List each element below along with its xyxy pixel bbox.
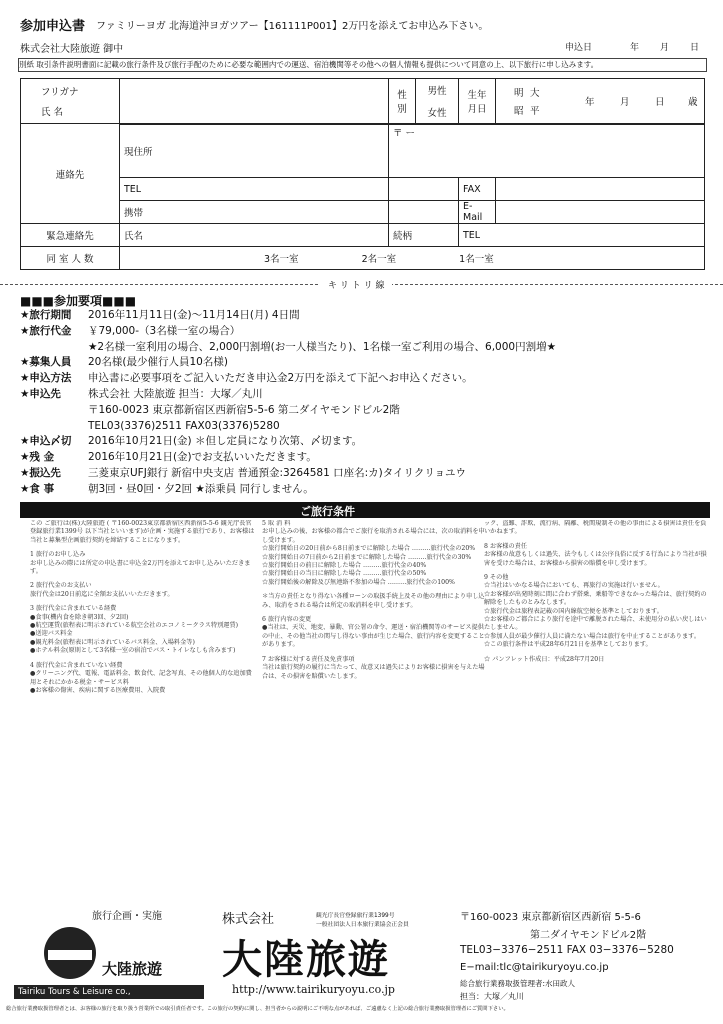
detail-row: ★振込先 三菱東京UFJ銀行 新宿中央支店 普通預金:3264581 口座名:カ)タイリクリョユウ xyxy=(20,466,467,479)
company-url[interactable]: http://www.tairikuryoyu.co.jp xyxy=(232,983,395,996)
terms-line: 旅行代金は20日前迄に全額お支払いいただきます。 xyxy=(30,590,174,598)
terms-line: お客様の故意もしくは過失、法令もしくは公序良俗に反する行為により当社が損害を受けた場合は、お客様から損害の賠償を申し受けます。 xyxy=(484,551,707,567)
detail-row: ★2名様一室利用の場合、2,000円割増(お一人様当たり)、1名様一室ご利用の場合、6,000円割増★ xyxy=(88,340,556,353)
terms-line: 当社は旅行契約の履行に当たって、故意又は過失によりお客様に損害を与えた場合は、その損害を賠償いたします。 xyxy=(262,664,485,680)
age-unit: 歳 xyxy=(688,97,698,108)
terms-line: 8 お客様の責任 xyxy=(484,542,528,550)
era-taisho[interactable]: 大 xyxy=(530,88,540,99)
company-manager: 総合旅行業務取扱管理者:水田政人 xyxy=(460,979,576,988)
era-showa[interactable]: 昭 xyxy=(514,106,524,117)
terms-line: 5 取 消 料 xyxy=(262,520,291,527)
name-input[interactable] xyxy=(120,79,389,124)
company-staff: 担当：大塚／丸川 xyxy=(460,992,524,1001)
birth-year-unit: 年 xyxy=(585,97,595,108)
logo-text: 大陸旅遊 xyxy=(102,960,163,978)
footer-logo-block xyxy=(10,903,210,1003)
terms-header-bar xyxy=(20,502,710,518)
terms-line: ック、盗難、詐欺、流行病、隔離、税関規制その他の事由による損害は責任を負いかねます。 xyxy=(484,520,707,536)
terms-line: 2 旅行代金のお支払い xyxy=(30,582,92,590)
date-label: 申込日 xyxy=(565,43,593,53)
fax-label: FAX xyxy=(459,178,496,201)
mobile-label: 携帯 xyxy=(120,201,389,224)
company-tel: TEL03−3376−2511 FAX 03−3376−5280 xyxy=(460,944,674,956)
room-2[interactable]: 2名一室 xyxy=(361,254,397,265)
era-heisei[interactable]: 平 xyxy=(530,106,540,117)
addressee: 株式会社大陸旅遊 御中 xyxy=(20,44,124,55)
terms-line: 1 旅行のお申し込み xyxy=(30,551,86,559)
gender-select[interactable] xyxy=(416,79,459,124)
birth-label: 生年月日 xyxy=(459,79,496,124)
address-input[interactable] xyxy=(389,125,705,178)
terms-column-1 xyxy=(30,520,255,895)
female-option[interactable]: 女性 xyxy=(427,108,447,119)
company-name: 大陸旅遊 xyxy=(222,936,390,983)
detail-row: ★残 金 2016年10月21日(金)でお支払いいただきます。 xyxy=(20,451,317,464)
company-address-1: 〒160-0023 東京都新宿区西新宿 5-5-6 xyxy=(460,912,641,923)
terms-line: ☆旅行開始日の7日前から2日前までに解除した場合 ………旅行代金の30% xyxy=(262,553,472,561)
detail-row: ★申込〆切 2016年10月21日(金) ＊但し定員になり次第、〆切ます。 xyxy=(20,435,363,448)
relation-cell[interactable] xyxy=(389,224,459,247)
detail-row: ★申込先 株式会社 大陸旅遊 担当：大塚／丸川 xyxy=(20,387,263,400)
terms-line: ●食事(機内食を除き朝3回、夕2回) xyxy=(30,613,129,621)
fax-input[interactable] xyxy=(496,178,705,201)
terms-column-2 xyxy=(262,520,487,895)
birth-month-unit: 月 xyxy=(620,97,630,108)
registration-2: 一般社団法人日本旅行業協会正会員 xyxy=(316,922,409,928)
room-options[interactable] xyxy=(120,247,705,270)
detail-row: 〒160-0023 東京都新宿区西新宿5-5-6 第二ダイヤモンドビル2階 xyxy=(88,403,400,416)
postal-mark: 〒 ー xyxy=(393,128,416,139)
terms-line: ☆お客様のご都合により旅行を途中で離脱された場合、未使用分の払い戻しはいたしません。 xyxy=(484,616,707,632)
terms-title: ご旅行条件 xyxy=(300,505,355,518)
detail-row: TEL03(3376)2511 FAX03(3376)5280 xyxy=(88,419,280,432)
terms-line: ☆旅行開始日の当日に解除した場合 ………旅行代金の50% xyxy=(262,570,427,578)
terms-line: この ご旅行は(株)大陸旅遊 ( 〒160-0023東京都新宿区西新宿5-5-6 観光庁長官登録旅行業1399号 以下当社といいます)が企画・実施する旅行であり、お客様は当社と募集型企画旅行契約を締結することになります。 xyxy=(30,520,255,544)
room-label: 同 室 人 数 xyxy=(21,247,120,270)
terms-line: ●送迎バス料金 xyxy=(30,630,73,638)
terms-line: 6 旅行内容の変更 xyxy=(262,616,312,624)
emergency-name-cell[interactable] xyxy=(120,224,389,247)
contact-label: 連絡先 xyxy=(21,124,120,224)
tel-input[interactable] xyxy=(389,178,459,201)
terms-line: お申し込みの際には所定の申込書に申込金2万円を添えてお申し込みいただきます。 xyxy=(30,559,251,576)
terms-line: ●ホテル料金(原則として3名様一室の宿泊でバス・トイレなしも含みます) xyxy=(30,647,236,655)
name-label: 氏 名 xyxy=(41,107,64,118)
details-list xyxy=(20,308,710,498)
terms-line: ☆ パンフレット作成日：平成28年7月20日 xyxy=(484,655,605,663)
consent-box: 別紙 取引条件説明書面に記載の旅行条件及び旅行手配のために必要な範囲内での運送、宿泊機関等その他への個人情報も提供について同意の上、以下旅行に申し込みます。 xyxy=(18,58,707,72)
date-year: 年 xyxy=(630,43,640,53)
emergency-label: 緊急連絡先 xyxy=(21,224,120,247)
terms-line: ●観光料金(旅程表に明示されているバス料金、入場料金等) xyxy=(30,638,195,646)
terms-line: ☆旅行開始日の前日に解除した場合 ………旅行代金の40% xyxy=(262,562,427,570)
logo-stripe-icon xyxy=(48,950,92,960)
tour-subtitle: ファミリーヨガ 北海道沖ヨガツアー【161111P001】2万円を添えてお申込み下さい。 xyxy=(96,21,489,32)
page-title: 参加申込書 xyxy=(20,19,86,34)
company-address-2: 第二ダイヤモンドビル2階 xyxy=(530,930,647,941)
email-label: E-Mail xyxy=(459,201,496,224)
terms-line: ☆当社はいかなる場合においても、再旅行の実施は行いません。 xyxy=(484,582,664,590)
terms-column-3 xyxy=(484,520,709,895)
terms-line: 7 お客様に対する責任及免責事項 xyxy=(262,655,355,663)
terms-line: 3 旅行代金に含まれている経費 xyxy=(30,605,117,613)
terms-line: ☆旅行代金は旅程表記載の国内線航空便を基準としております。 xyxy=(484,607,663,615)
details-title: ■■■参加要項■■■ xyxy=(20,294,137,308)
date-month: 月 xyxy=(660,43,670,53)
emergency-tel-cell[interactable] xyxy=(459,224,705,247)
era-meiji[interactable]: 明 xyxy=(514,88,524,99)
room-1[interactable]: 1名一室 xyxy=(459,254,494,265)
tel-label: TEL xyxy=(120,178,389,201)
detail-row: ★食 事 朝3回・昼0回・夕2回 ★添乗員 同行しません。 xyxy=(20,482,314,495)
email-input[interactable] xyxy=(496,201,705,224)
detail-row: ★旅行代金 ￥79,000-（3名様一室の場合） xyxy=(20,324,241,337)
detail-row: ★申込方法 申込書に必要事項をご記入いただき申込金2万円を添えて下記へお申込ください。 xyxy=(20,372,473,385)
terms-line: ☆旅行開始後の解除及び無連絡不参加の場合 ………旅行代金の100% xyxy=(262,578,455,586)
footer-label: 旅行企画・実施 xyxy=(92,911,162,922)
furigana-label: フリガナ xyxy=(41,87,79,98)
company-email[interactable]: E−mail:tlc@tairikuryoyu.co.jp xyxy=(460,962,609,973)
terms-line: ●航空運賃(旅程表に明示されている航空会社のエコノミークラス特別運賃) xyxy=(30,622,239,630)
emergency-name-label: 氏名 xyxy=(124,231,144,242)
emergency-tel-label: TEL xyxy=(463,229,481,241)
room-3[interactable]: 3名一室 xyxy=(264,254,299,265)
mobile-input[interactable] xyxy=(389,201,459,224)
date-day: 日 xyxy=(690,43,700,53)
detail-row: ★旅行期間 2016年11月11日(金)～11月14日(月) 4日間 xyxy=(20,309,300,321)
relation-label: 続柄 xyxy=(393,231,413,242)
gender-label: 性別 xyxy=(389,79,416,124)
terms-line: ＊当方の責任となり得ない各種ローンの取扱手続上及その他の理由により申し込み、取消をされる場合は所定の取消料を申し受けます。 xyxy=(262,593,485,609)
registration-1: 観光庁長官登録旅行業1399号 xyxy=(316,913,395,919)
terms-line: ●お客様の傷害、疾病に関する医療費用、入院費 xyxy=(30,686,166,694)
terms-line: ☆お客様が出発時刻に間に合わず搭乗、乗船等できなかった場合は、旅行契約の解除をしたものとみなします。 xyxy=(484,590,707,607)
detail-row: ★募集人員 20名様(最少催行人員10名様) xyxy=(20,356,228,369)
terms-line: ●当社は、天災、地変、暴動、官公署の命令、運送・宿泊機関等のサービス提供の中止、その他当社の関与し得ない事由が生じた場合、旅行内容を変更することがあります。 xyxy=(262,624,485,649)
male-option[interactable]: 男性 xyxy=(427,86,447,97)
birth-input[interactable] xyxy=(496,79,705,124)
terms-line: 4 旅行代金に含まれていない経費 xyxy=(30,661,123,669)
company-prefix: 株式会社 xyxy=(222,912,275,927)
terms-line: ☆この旅行条件は平成28年6月21日を基準としております。 xyxy=(484,641,652,649)
cut-line-label: キ リ ト リ 線 xyxy=(320,278,392,291)
terms-line: ☆旅行開始日の20日前から8日前までに解除した場合 ………旅行代金の20% xyxy=(262,545,476,553)
application-table xyxy=(20,78,705,270)
terms-line: ☆参加人員が最少催行人員に満たない場合は旅行を中止することがあります。 xyxy=(484,632,701,640)
bottom-note: 総合旅行業務取扱管理者とは、お客様の旅行を取り扱う営業所での取引責任者です。この旅行の契約に関し、担当者からの説明にご不明な点があれば、ご遠慮なく上記の総合旅行業務取扱管理者にご質問下さい。 xyxy=(6,1006,509,1012)
logo-english: Tairiku Tours & Leisure co., xyxy=(14,985,204,999)
terms-line: お申し込みの後、お客様の都合でご旅行を取消される場合には、次の取消料を申し受けます。 xyxy=(262,528,485,544)
birth-day-unit: 日 xyxy=(655,97,665,108)
address-label: 現住所 xyxy=(120,125,389,178)
terms-line: ●クリーニング代、電報、電話料金、飲食代、記念写真、その他個人的な追加費用とそれにかかる税金・サービス料 xyxy=(30,670,252,686)
terms-line: 9 その他 xyxy=(484,574,509,582)
